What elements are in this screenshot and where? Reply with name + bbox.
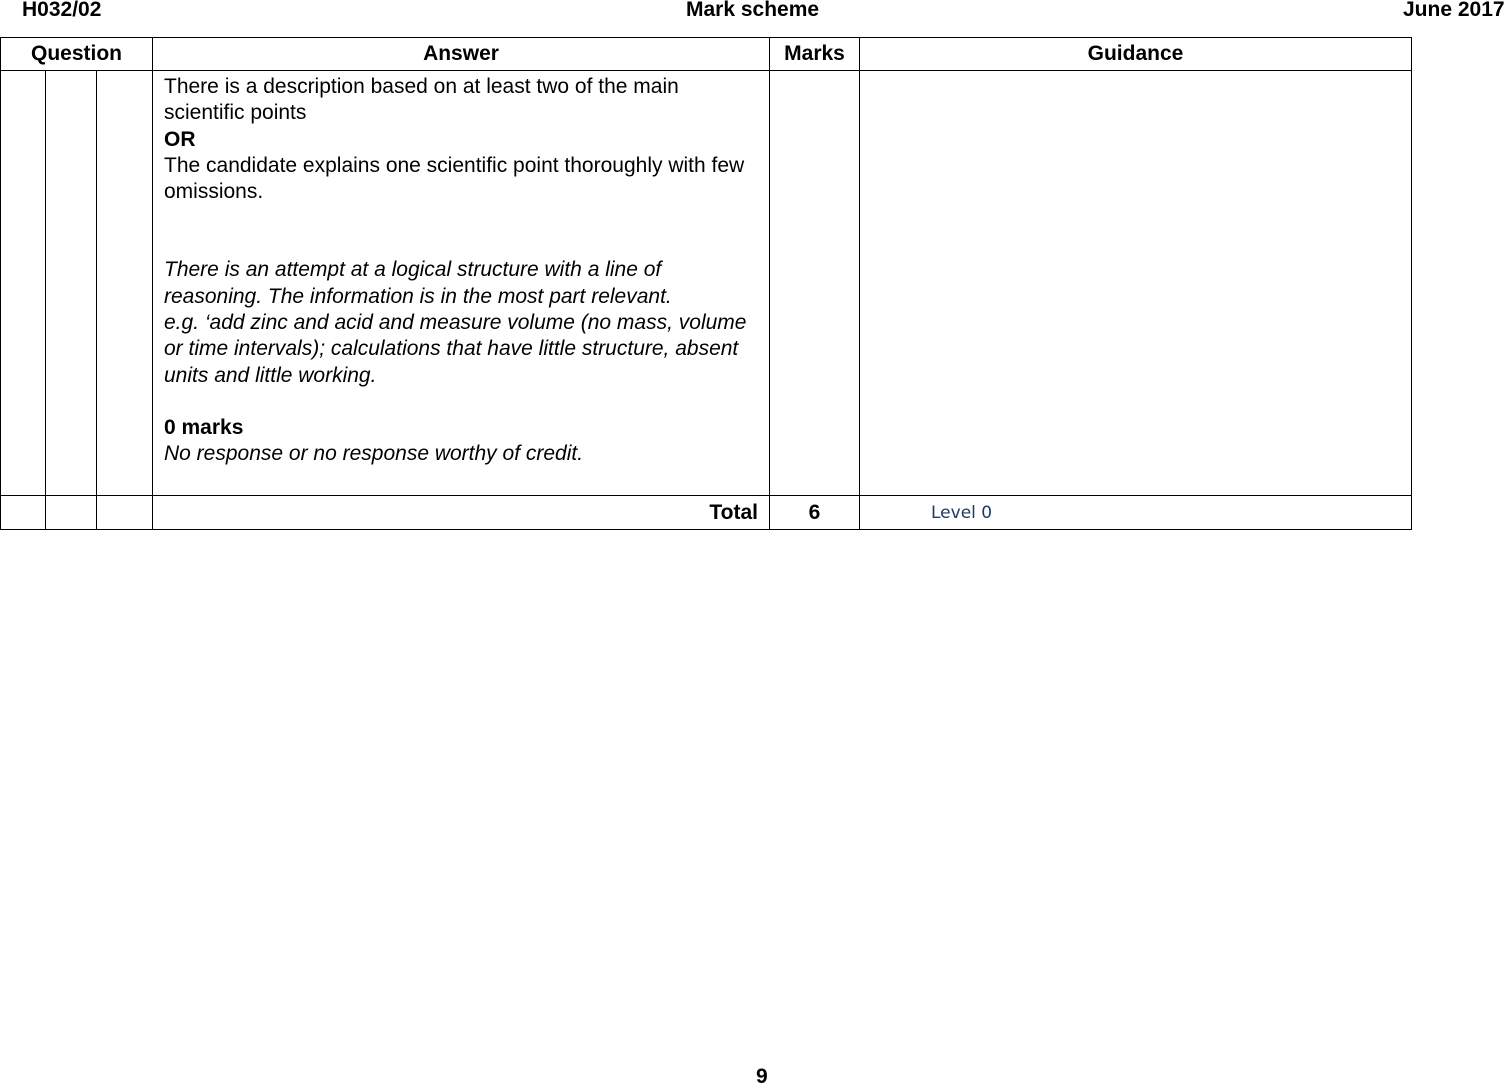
- column-header-guidance: Guidance: [860, 38, 1412, 71]
- answer-line: There is a description based on at least two of the main scientific points: [164, 75, 679, 125]
- answer-example: e.g. ‘add zinc and acid and measure volume (no mass, volume or time intervals); calculations that have little structure, absent units and little working.: [164, 311, 747, 387]
- answer-line-italic: No response or no response worthy of credit.: [164, 442, 584, 466]
- answer-zero-marks: 0 marks: [164, 415, 244, 439]
- question-cell-2: [46, 496, 97, 530]
- mark-scheme-table: [0, 37, 1412, 530]
- answer-line: The candidate explains one scientific point thoroughly with few omissions.: [164, 153, 745, 204]
- total-label: Total: [153, 496, 770, 530]
- header-date: June 2017: [1403, 0, 1505, 21]
- guidance-note: Level 0: [860, 496, 1412, 530]
- table-header-row: [1, 38, 1412, 71]
- answer-or: OR: [164, 127, 196, 151]
- column-header-answer: Answer: [153, 38, 770, 71]
- header-title: Mark scheme: [686, 0, 820, 21]
- total-row: [1, 496, 1412, 530]
- answer-line-italic: There is an attempt at a logical structure with a line of reasoning. The information is in the most part relevant.: [164, 258, 672, 308]
- header-code: H032/02: [22, 0, 102, 21]
- column-header-question: Question: [1, 38, 153, 71]
- guidance-cell: [860, 71, 1412, 496]
- total-marks: 6: [770, 496, 860, 530]
- answer-cell: [153, 71, 770, 496]
- question-cell-1: [1, 496, 46, 530]
- question-cell-3: [97, 496, 153, 530]
- question-cell-2: [46, 71, 97, 496]
- page-number: 9: [756, 1065, 768, 1088]
- question-cell-1: [1, 71, 46, 496]
- question-cell-3: [97, 71, 153, 496]
- column-header-marks: Marks: [770, 38, 860, 71]
- marks-cell: [770, 71, 860, 496]
- table-row: [1, 71, 1412, 496]
